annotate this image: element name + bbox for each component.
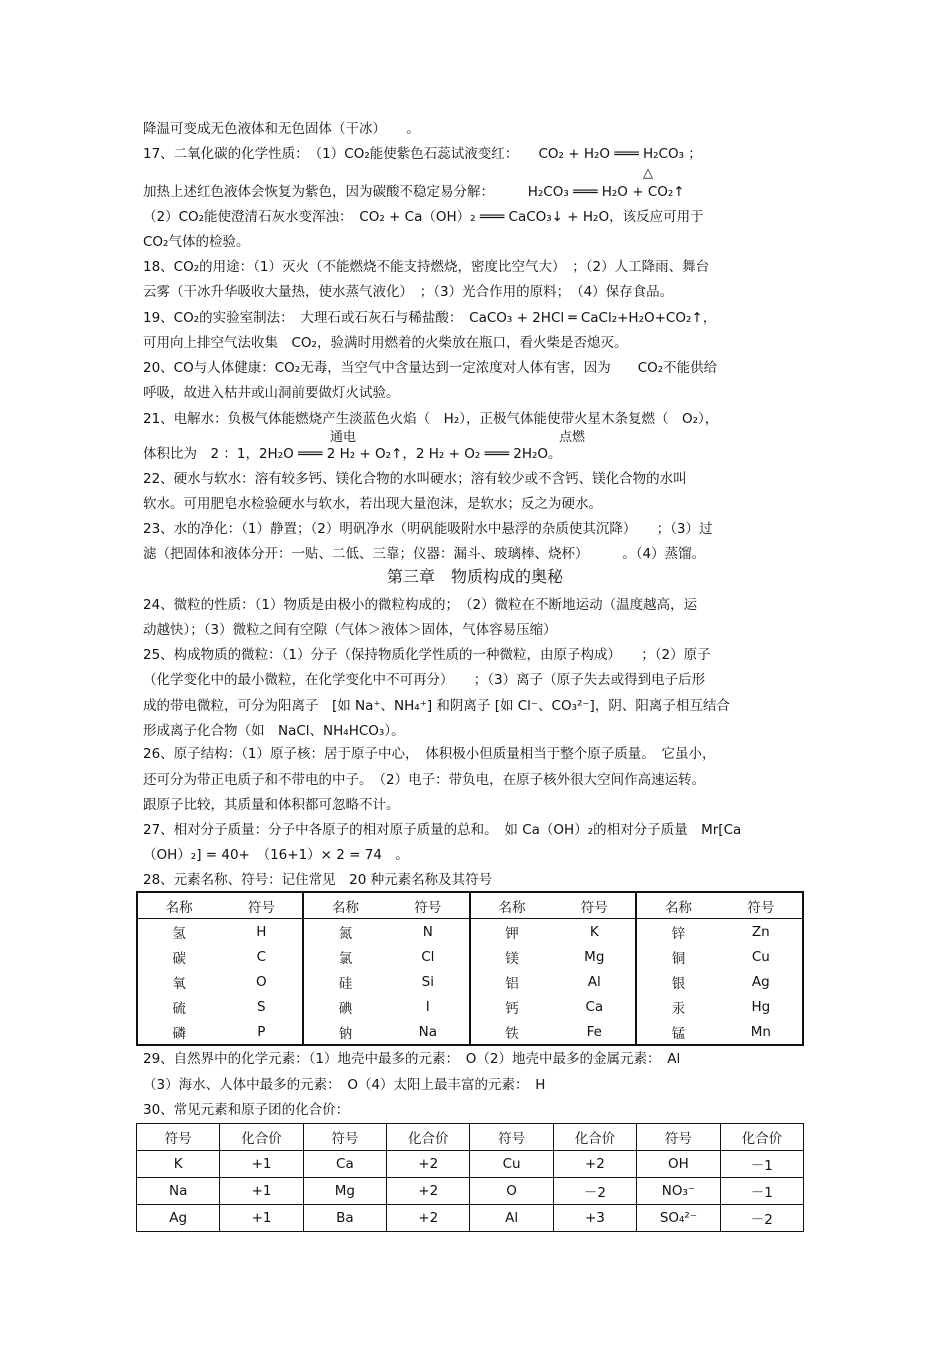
table-cell: －1 [720, 1151, 803, 1178]
column-header: 化合价 [553, 1124, 636, 1151]
table-cell: 钙 [505, 1000, 519, 1017]
column-header: 名称 [137, 892, 220, 919]
text-line: 动越快）；（3）微粒之间有空隙（气体＞液体＞固体，气体容易压缩） [143, 622, 557, 638]
column-header: 化合价 [720, 1124, 803, 1151]
table-row [137, 994, 803, 1019]
table-row [137, 944, 803, 969]
text-line: 28、元素名称、符号：记住常见 20 种元素名称及其符号 [143, 872, 493, 888]
table-cell: 钠 [338, 1025, 353, 1042]
text-line: 软水。可用肥皂水检验硬水与软水，若出现大量泡沫，是软水；反之为硬水。 [143, 496, 602, 512]
table-cell: +3 [553, 1205, 636, 1232]
table-cell: Zn [751, 923, 770, 940]
text-line: 29、自然界中的化学元素：（1）地壳中最多的元素： O（2）地壳中最多的金属元素： Al [143, 1051, 681, 1067]
table-cell: I [387, 994, 470, 1019]
table-cell: 碳 [172, 950, 186, 967]
table-cell: 氢 [172, 925, 186, 942]
table-cell: +2 [387, 1205, 470, 1232]
table-cell: Mg [553, 944, 636, 969]
table-cell: 硅 [338, 975, 353, 992]
column-header: 符号 [387, 892, 470, 919]
table-row [137, 1205, 804, 1232]
column-header: 符号 [637, 1124, 721, 1151]
table-cell: 碘 [338, 1000, 353, 1017]
text-line: 17、二氧化碳的化学性质： （1）CO₂能使紫色石蕊试液变红： CO₂ + H₂O ═══ H₂CO₃ ； [143, 146, 702, 162]
table-row [137, 1151, 804, 1178]
table-cell: Hg [751, 998, 771, 1015]
table-cell: NO₃⁻ [637, 1178, 721, 1205]
table-cell: +1 [220, 1205, 303, 1232]
table-cell: －1 [720, 1178, 803, 1205]
table-row [137, 969, 803, 994]
table-cell: +2 [553, 1151, 636, 1178]
table-cell: 铜 [671, 950, 686, 967]
table-cell: OH [637, 1151, 721, 1178]
table-row [137, 1178, 804, 1205]
table-cell: Si [387, 969, 470, 994]
text-line: 20、CO与人体健康：CO₂无毒，当空气中含量达到一定浓度对人体有害，因为 CO₂不能供给 [143, 360, 718, 376]
table-cell: O [220, 969, 303, 994]
table-cell: －2 [553, 1178, 636, 1205]
table-row [137, 1019, 803, 1045]
text-line: 形成离子化合物（如 NaCl、NH₄HCO₃）。 [143, 723, 405, 739]
table-cell: Na [137, 1178, 220, 1205]
ignition-condition-label: 点燃 [559, 430, 586, 445]
text-line: 体积比为 2 ：1，2H₂O ═══ 2 H₂ + O₂↑，2 H₂ + O₂ ═══ 2H₂O。 [143, 446, 562, 462]
table-cell: N [387, 919, 470, 945]
chapter-title: 第三章 物质构成的奥秘 [386, 567, 563, 586]
elements-table [136, 891, 804, 1046]
text-line: 还可分为带正电质子和不带电的中子。 （2）电子：带负电，在原子核外很大空间作高速运转。 [143, 772, 706, 788]
table-cell: +2 [387, 1178, 470, 1205]
table-cell: Ca [553, 994, 636, 1019]
text-line: 云雾（干冰升华吸收大量热，使水蒸气液化） ；（3）光合作用的原料； （4）保存食品。 [143, 284, 674, 300]
text-line: 跟原子比较，其质量和体积都可忽略不计。 [143, 797, 400, 813]
table-cell: Cl [387, 944, 470, 969]
text-line: 26、原子结构：（1）原子核：居于原子中心， 体积极小但质量相当于整个原子质量。 它虽小， [143, 746, 716, 762]
table-cell: K [553, 919, 636, 945]
valence-table [136, 1123, 804, 1232]
table-header-row [137, 892, 803, 919]
electrolysis-condition-label: 通电 [330, 430, 357, 445]
table-cell: Al [553, 969, 636, 994]
table-cell: Fe [553, 1019, 636, 1045]
column-header: 名称 [470, 892, 553, 919]
text-line: （2）CO₂能使澄清石灰水变浑浊： CO₂ + Ca（OH）₂ ═══ CaCO₃↓ + H₂O，该反应可用于 [143, 209, 704, 225]
table-cell: Na [387, 1019, 470, 1045]
table-cell: Mg [303, 1178, 386, 1205]
table-cell: +1 [220, 1178, 303, 1205]
table-cell: 汞 [671, 1000, 686, 1017]
heat-condition-mark: △ [643, 166, 653, 181]
text-line: 呼吸，故进入枯井或山洞前要做灯火试验。 [143, 385, 400, 401]
table-cell: C [220, 944, 303, 969]
table-cell: 氮 [338, 925, 353, 942]
table-cell: Cu [751, 948, 770, 965]
text-line: 24、微粒的性质：（1）物质是由极小的微粒构成的； （2）微粒在不断地运动（温度越高，运 [143, 597, 698, 613]
table-header-row [137, 1124, 804, 1151]
text-line: （化学变化中的最小微粒，在化学变化中不可再分） ；（3）离子（原子失去或得到电子后形 [143, 672, 706, 688]
text-line: （OH）₂] = 40+ （16+1）× 2 = 74 。 [143, 847, 409, 863]
text-line: 30、常见元素和原子团的化合价： [143, 1102, 350, 1118]
text-line: 加热上述红色液体会恢复为紫色，因为碳酸不稳定易分解： H₂CO₃ ═══ H₂O + CO₂↑ [143, 184, 685, 200]
text-line: 21、电解水：负极气体能燃烧产生淡蓝色火焰（ H₂），正极气体能使带火星木条复燃（ O₂）， [143, 411, 719, 427]
table-row [137, 919, 803, 945]
table-cell: Cu [470, 1151, 553, 1178]
table-cell: Ag [137, 1205, 220, 1232]
column-header: 符号 [303, 1124, 386, 1151]
table-cell: 铝 [505, 975, 519, 992]
text-line: 滤（把固体和液体分开：一贴、二低、三靠；仪器：漏斗、玻璃棒、烧杯） 。（4）蒸馏。 [143, 546, 706, 562]
column-header: 符号 [220, 892, 303, 919]
column-header: 符号 [470, 1124, 553, 1151]
table-cell: Ag [751, 973, 770, 990]
column-header: 化合价 [220, 1124, 303, 1151]
text-line: 18、CO₂的用途：（1）灭火（不能燃烧不能支持燃烧，密度比空气大） ；（2）人工降雨、舞台 [143, 259, 710, 275]
table-cell: Ca [303, 1151, 386, 1178]
table-cell: 锌 [671, 925, 686, 942]
table-cell: H [220, 919, 303, 945]
table-cell: Mn [750, 1023, 771, 1040]
text-line: 19、CO₂的实验室制法： 大理石或石灰石与稀盐酸： CaCO₃ + 2HCl ═ CaCl₂+H₂O+CO₂↑， [143, 310, 717, 326]
column-header: 化合价 [387, 1124, 470, 1151]
text-line: 22、硬水与软水：溶有较多钙、镁化合物的水叫硬水；溶有较少或不含钙、镁化合物的水叫 [143, 471, 687, 487]
table-cell: 银 [671, 975, 686, 992]
text-line: 25、构成物质的微粒：（1）分子（保持物质化学性质的一种微粒，由原子构成） ；（2）原子 [143, 647, 711, 663]
text-line: 成的带电微粒，可分为阳离子 [如 Na⁺、NH₄⁺] 和阴离子 [如 Cl⁻、CO₃²⁻]，阴、阳离子相互结合 [143, 698, 730, 714]
table-cell: Ba [303, 1205, 386, 1232]
column-header: 符号 [720, 892, 803, 919]
text-line: 23、水的净化：（1）静置；（2）明矾净水（明矾能吸附水中悬浮的杂质使其沉降） ；（3）过 [143, 521, 713, 537]
table-cell: 磷 [172, 1025, 186, 1042]
table-cell: P [220, 1019, 303, 1045]
table-cell: SO₄²⁻ [637, 1205, 721, 1232]
table-cell: 钾 [505, 925, 519, 942]
column-header: 名称 [303, 892, 386, 919]
table-cell: 氯 [338, 950, 353, 967]
table-cell: 氧 [172, 975, 186, 992]
text-line: 降温可变成无色液体和无色固体（干冰） 。 [143, 121, 420, 137]
table-cell: O [470, 1178, 553, 1205]
table-cell: 锰 [671, 1025, 686, 1042]
text-line: 27、相对分子质量：分子中各原子的相对原子质量的总和。 如 Ca（OH）₂的相对分子质量 Mr[Ca [143, 822, 742, 838]
text-line: 可用向上排空气法收集 CO₂，验满时用燃着的火柴放在瓶口，看火柴是否熄灭。 [143, 335, 628, 351]
table-cell: S [220, 994, 303, 1019]
column-header: 符号 [137, 1124, 220, 1151]
table-cell: K [137, 1151, 220, 1178]
table-cell: 镁 [505, 950, 519, 967]
table-cell: +1 [220, 1151, 303, 1178]
table-cell: 硫 [172, 1000, 186, 1017]
text-line: CO₂气体的检验。 [143, 234, 250, 250]
text-line: （3）海水、人体中最多的元素： O（4）太阳上最丰富的元素： H [143, 1077, 546, 1093]
table-cell: Al [470, 1205, 553, 1232]
table-cell: +2 [387, 1151, 470, 1178]
table-cell: 铁 [505, 1025, 519, 1042]
table-cell: －2 [720, 1205, 803, 1232]
column-header: 名称 [636, 892, 719, 919]
column-header: 符号 [553, 892, 636, 919]
